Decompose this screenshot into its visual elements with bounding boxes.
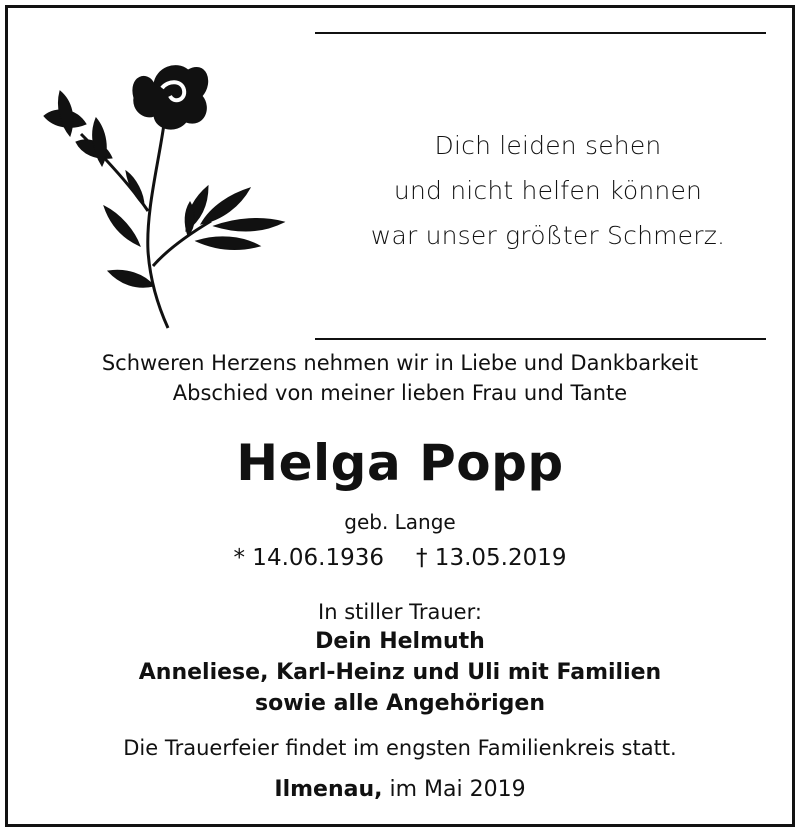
place-city: Ilmenau, [274, 777, 383, 802]
poem-line: und nicht helfen können [393, 176, 703, 205]
middle-divider [315, 338, 766, 340]
life-dates [8, 542, 792, 574]
death-date: † 13.05.2019 [416, 545, 567, 571]
mourner-relatives: sowie alle Angehörigen [254, 691, 546, 716]
intro-line-2: Abschied von meiner lieben Frau und Tante [172, 381, 628, 405]
place-month: im Mai 2019 [382, 777, 526, 802]
top-divider [315, 32, 766, 34]
intro-text [8, 348, 792, 408]
poem-line: Dich leiden sehen [434, 131, 662, 160]
deceased-name: Helga Popp [236, 434, 564, 492]
mourner-family: Anneliese, Karl-Heinz und Uli mit Familien [138, 660, 662, 685]
maiden-name: geb. Lange [344, 510, 456, 534]
poem-line: war unser größter Schmerz. [370, 221, 726, 250]
mourner-husband: Dein Helmuth [315, 629, 485, 654]
intro-line-1: Schweren Herzens nehmen wir in Liebe und Dankbarkeit [101, 351, 699, 375]
obituary-frame [5, 5, 795, 827]
rose-stem-icon [36, 46, 286, 331]
poem [328, 123, 768, 258]
birth-date: * 14.06.1936 [233, 545, 384, 571]
place-date [8, 774, 792, 806]
mourners-label: In stiller Trauer: [318, 600, 482, 624]
ceremony-note: Die Trauerfeier findet im engsten Familienkreis statt. [123, 736, 677, 760]
